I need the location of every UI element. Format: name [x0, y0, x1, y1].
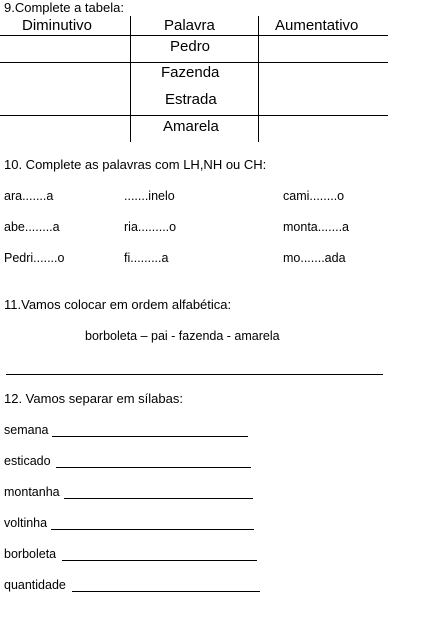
header-diminutivo: Diminutivo [22, 17, 93, 34]
answer-line [6, 374, 383, 375]
table-divider [258, 16, 259, 142]
syllable-word: esticado [4, 454, 51, 468]
q10-title: 10. Complete as palavras com LH,NH ou CH: [4, 157, 267, 172]
table-line [0, 35, 388, 36]
table-line [0, 62, 388, 63]
fill-word: ara.......a [4, 189, 54, 203]
syllable-word: quantidade [4, 578, 66, 592]
fill-word: .......inelo [124, 189, 175, 203]
answer-line [56, 467, 251, 468]
answer-line [52, 436, 248, 437]
word-fazenda: Fazenda [161, 64, 220, 81]
q9-title: 9.Complete a tabela: [4, 0, 124, 15]
fill-word: ria.........o [124, 220, 177, 234]
header-aumentativo: Aumentativo [275, 17, 359, 34]
q12-title: 12. Vamos separar em sílabas: [4, 391, 183, 406]
syllable-word: montanha [4, 485, 60, 499]
fill-word: fi.........a [124, 251, 169, 265]
word-amarela: Amarela [163, 118, 219, 135]
header-palavra: Palavra [164, 17, 215, 34]
q11-title: 11.Vamos colocar em ordem alfabética: [4, 297, 232, 312]
answer-line [64, 498, 253, 499]
table-line [0, 115, 388, 116]
syllable-word: borboleta [4, 547, 57, 561]
answer-line [62, 560, 257, 561]
fill-word: abe........a [4, 220, 60, 234]
answer-line [72, 591, 260, 592]
fill-word: monta.......a [283, 220, 350, 234]
syllable-word: semana [4, 423, 49, 437]
table-divider [130, 16, 131, 142]
fill-word: mo.......ada [283, 251, 346, 265]
q11-words: borboleta – pai - fazenda - amarela [85, 329, 280, 343]
answer-line [51, 529, 254, 530]
fill-word: Pedri.......o [4, 251, 65, 265]
word-pedro: Pedro [170, 38, 211, 55]
word-estrada: Estrada [165, 91, 217, 108]
fill-word: cami........o [283, 189, 345, 203]
syllable-word: voltinha [4, 516, 48, 530]
